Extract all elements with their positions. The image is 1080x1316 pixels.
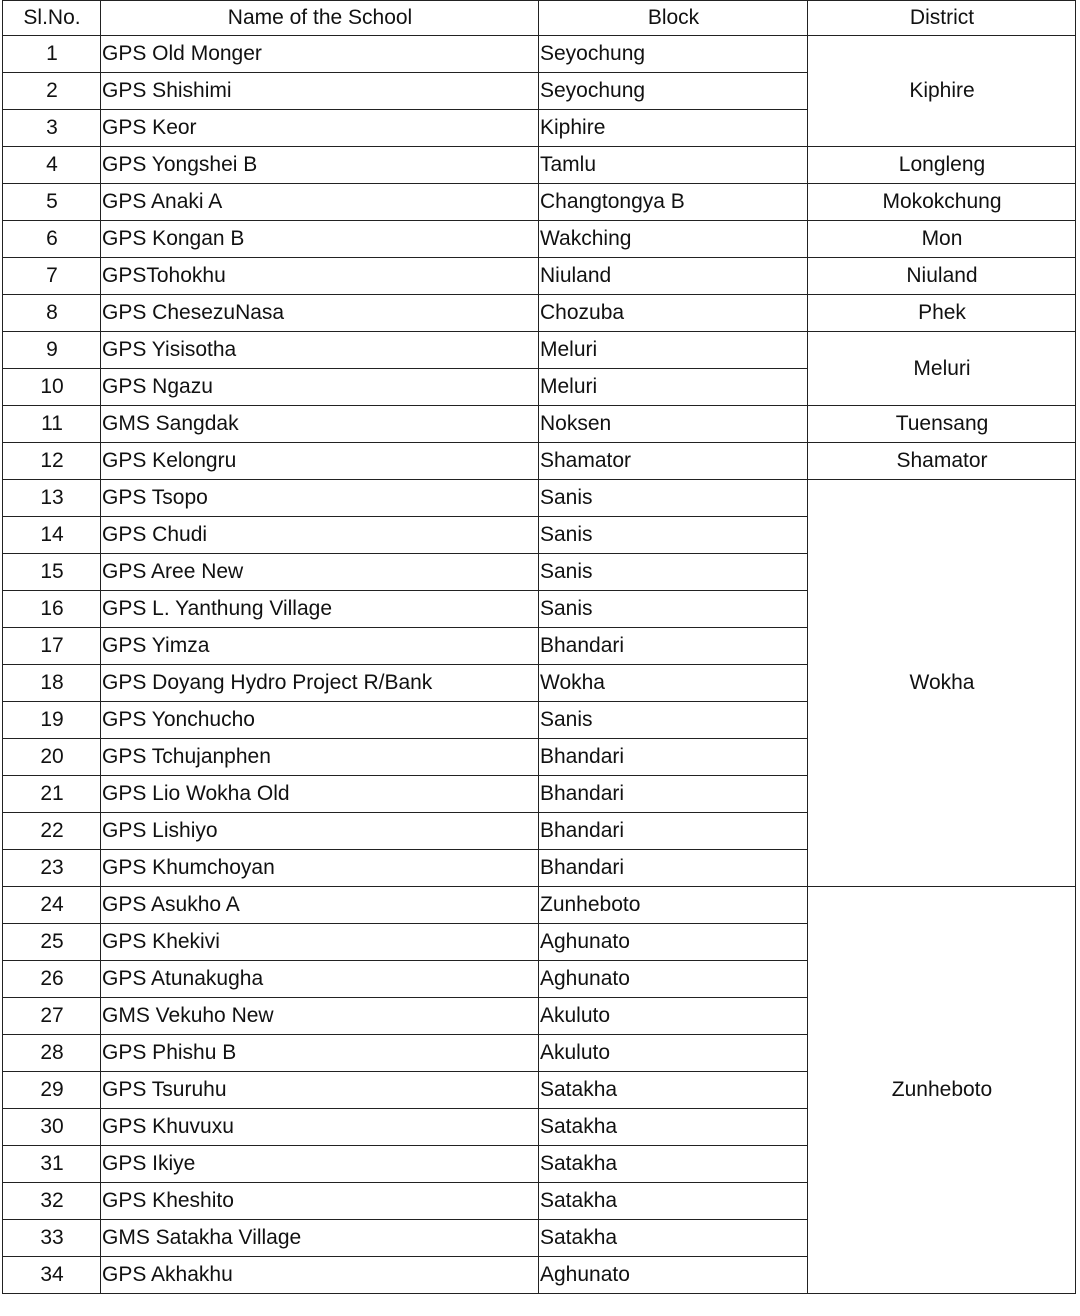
block-cell: Meluri (539, 369, 808, 406)
sl-no-cell: 27 (3, 998, 101, 1035)
school-name-cell: GPS L. Yanthung Village (101, 591, 539, 628)
sl-no-cell: 21 (3, 776, 101, 813)
school-name-cell: GPS Chudi (101, 517, 539, 554)
sl-no-cell: 29 (3, 1072, 101, 1109)
sl-no-cell: 32 (3, 1183, 101, 1220)
district-cell: Phek (808, 295, 1076, 332)
school-name-cell: GPS Asukho A (101, 887, 539, 924)
header-block: Block (539, 1, 808, 36)
block-cell: Zunheboto (539, 887, 808, 924)
school-name-cell: GPS Tchujanphen (101, 739, 539, 776)
sl-no-cell: 11 (3, 406, 101, 443)
block-cell: Sanis (539, 480, 808, 517)
table-row (3, 258, 1076, 295)
school-name-cell: GMS Satakha Village (101, 1220, 539, 1257)
table-row (3, 221, 1076, 258)
block-cell: Bhandari (539, 776, 808, 813)
block-cell: Satakha (539, 1220, 808, 1257)
school-name-cell: GPS Akhakhu (101, 1257, 539, 1294)
header-sl-no: Sl.No. (3, 1, 101, 36)
sl-no-cell: 4 (3, 147, 101, 184)
sl-no-cell: 33 (3, 1220, 101, 1257)
district-cell: Tuensang (808, 406, 1076, 443)
block-cell: Chozuba (539, 295, 808, 332)
school-name-cell: GPS Doyang Hydro Project R/Bank (101, 665, 539, 702)
block-cell: Satakha (539, 1109, 808, 1146)
school-name-cell: GPS Yimza (101, 628, 539, 665)
school-name-cell: GPS Old Monger (101, 36, 539, 73)
sl-no-cell: 30 (3, 1109, 101, 1146)
sl-no-cell: 26 (3, 961, 101, 998)
block-cell: Akuluto (539, 998, 808, 1035)
sl-no-cell: 5 (3, 184, 101, 221)
block-cell: Changtongya B (539, 184, 808, 221)
sl-no-cell: 3 (3, 110, 101, 147)
school-name-cell: GPS Tsuruhu (101, 1072, 539, 1109)
block-cell: Sanis (539, 702, 808, 739)
school-name-cell: GPS ChesezuNasa (101, 295, 539, 332)
school-name-cell: GPS Anaki A (101, 184, 539, 221)
school-name-cell: GPS Yongshei B (101, 147, 539, 184)
school-name-cell: GPS Lishiyo (101, 813, 539, 850)
school-name-cell: GPS Ngazu (101, 369, 539, 406)
school-name-cell: GPS Yisisotha (101, 332, 539, 369)
sl-no-cell: 20 (3, 739, 101, 776)
district-cell: Zunheboto (808, 887, 1076, 1294)
block-cell: Wakching (539, 221, 808, 258)
school-name-cell: GPS Ikiye (101, 1146, 539, 1183)
table-row (3, 36, 1076, 73)
block-cell: Tamlu (539, 147, 808, 184)
sl-no-cell: 6 (3, 221, 101, 258)
header-district: District (808, 1, 1076, 36)
school-name-cell: GPS Khumchoyan (101, 850, 539, 887)
district-cell: Kiphire (808, 36, 1076, 147)
block-cell: Seyochung (539, 36, 808, 73)
district-cell: Wokha (808, 480, 1076, 887)
sl-no-cell: 22 (3, 813, 101, 850)
district-cell: Niuland (808, 258, 1076, 295)
sl-no-cell: 19 (3, 702, 101, 739)
sl-no-cell: 16 (3, 591, 101, 628)
school-name-cell: GPS Kheshito (101, 1183, 539, 1220)
schools-table (2, 0, 1076, 1294)
school-name-cell: GPS Khekivi (101, 924, 539, 961)
block-cell: Akuluto (539, 1035, 808, 1072)
sl-no-cell: 25 (3, 924, 101, 961)
school-name-cell: GMS Vekuho New (101, 998, 539, 1035)
district-cell: Meluri (808, 332, 1076, 406)
school-name-cell: GPS Shishimi (101, 73, 539, 110)
table-row (3, 443, 1076, 480)
sl-no-cell: 9 (3, 332, 101, 369)
table-row (3, 332, 1076, 369)
table-row (3, 295, 1076, 332)
school-name-cell: GPS Kelongru (101, 443, 539, 480)
table-row (3, 147, 1076, 184)
school-name-cell: GMS Sangdak (101, 406, 539, 443)
sl-no-cell: 24 (3, 887, 101, 924)
sl-no-cell: 31 (3, 1146, 101, 1183)
sl-no-cell: 17 (3, 628, 101, 665)
table-row (3, 887, 1076, 924)
school-name-cell: GPS Lio Wokha Old (101, 776, 539, 813)
block-cell: Seyochung (539, 73, 808, 110)
sl-no-cell: 1 (3, 36, 101, 73)
block-cell: Sanis (539, 554, 808, 591)
block-cell: Niuland (539, 258, 808, 295)
school-name-cell: GPS Khuvuxu (101, 1109, 539, 1146)
header-school-name: Name of the School (101, 1, 539, 36)
school-name-cell: GPS Atunakugha (101, 961, 539, 998)
block-cell: Bhandari (539, 813, 808, 850)
block-cell: Sanis (539, 591, 808, 628)
table-row (3, 184, 1076, 221)
table-body (3, 36, 1076, 1294)
block-cell: Satakha (539, 1183, 808, 1220)
table-row (3, 406, 1076, 443)
block-cell: Satakha (539, 1072, 808, 1109)
sl-no-cell: 14 (3, 517, 101, 554)
block-cell: Wokha (539, 665, 808, 702)
sl-no-cell: 34 (3, 1257, 101, 1294)
sl-no-cell: 28 (3, 1035, 101, 1072)
school-name-cell: GPSTohokhu (101, 258, 539, 295)
sl-no-cell: 10 (3, 369, 101, 406)
school-name-cell: GPS Keor (101, 110, 539, 147)
block-cell: Sanis (539, 517, 808, 554)
school-name-cell: GPS Kongan B (101, 221, 539, 258)
block-cell: Shamator (539, 443, 808, 480)
district-cell: Shamator (808, 443, 1076, 480)
block-cell: Kiphire (539, 110, 808, 147)
school-name-cell: GPS Yonchucho (101, 702, 539, 739)
block-cell: Noksen (539, 406, 808, 443)
table-row (3, 480, 1076, 517)
district-cell: Mokokchung (808, 184, 1076, 221)
block-cell: Meluri (539, 332, 808, 369)
sl-no-cell: 15 (3, 554, 101, 591)
sl-no-cell: 2 (3, 73, 101, 110)
block-cell: Bhandari (539, 850, 808, 887)
block-cell: Satakha (539, 1146, 808, 1183)
sl-no-cell: 7 (3, 258, 101, 295)
school-name-cell: GPS Aree New (101, 554, 539, 591)
district-cell: Longleng (808, 147, 1076, 184)
sl-no-cell: 13 (3, 480, 101, 517)
block-cell: Bhandari (539, 628, 808, 665)
school-name-cell: GPS Tsopo (101, 480, 539, 517)
block-cell: Aghunato (539, 961, 808, 998)
block-cell: Aghunato (539, 1257, 808, 1294)
sl-no-cell: 18 (3, 665, 101, 702)
block-cell: Aghunato (539, 924, 808, 961)
header-row (3, 1, 1076, 36)
district-cell: Mon (808, 221, 1076, 258)
sl-no-cell: 8 (3, 295, 101, 332)
sl-no-cell: 23 (3, 850, 101, 887)
sl-no-cell: 12 (3, 443, 101, 480)
school-name-cell: GPS Phishu B (101, 1035, 539, 1072)
block-cell: Bhandari (539, 739, 808, 776)
